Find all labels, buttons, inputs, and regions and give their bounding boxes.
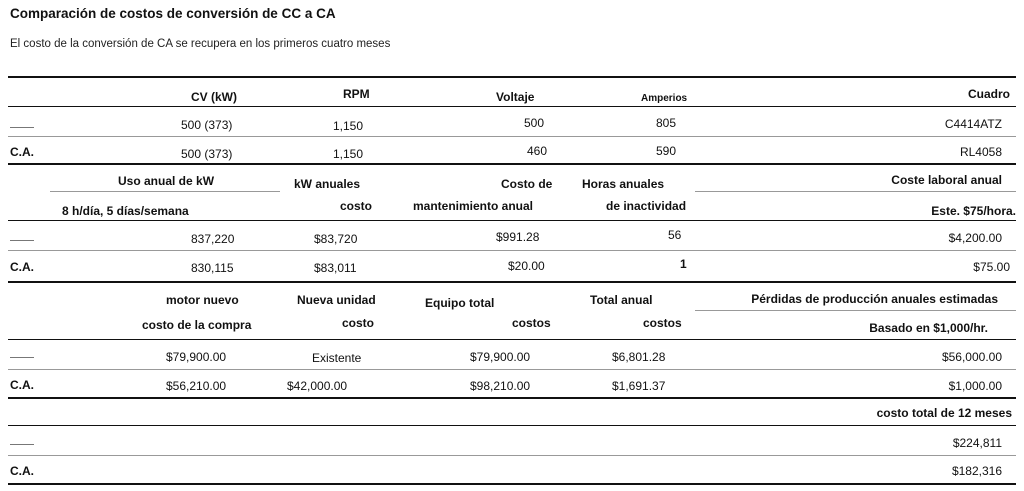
ac-amperios: 590 bbox=[656, 144, 677, 158]
ac-uso: 830,115 bbox=[191, 261, 234, 275]
sub-rule bbox=[50, 191, 280, 192]
header-motor-1: motor nuevo bbox=[166, 293, 239, 307]
header-total-12-months: costo total de 12 meses bbox=[876, 406, 1012, 420]
header-rule bbox=[8, 425, 1016, 426]
ac-loss: $1,000.00 bbox=[948, 379, 1002, 393]
header-total-1: Total anual bbox=[590, 293, 653, 307]
dc-kwcost: $83,720 bbox=[314, 232, 358, 246]
header-rule bbox=[8, 339, 1016, 340]
ac-motor: $56,210.00 bbox=[166, 379, 227, 393]
ac-kwcost: $83,011 bbox=[314, 261, 357, 275]
header-voltaje: Voltaje bbox=[496, 90, 535, 104]
dc-amperios: 805 bbox=[656, 116, 677, 130]
header-kwcost-2: costo bbox=[340, 199, 373, 213]
header-unit-2: costo bbox=[342, 316, 375, 330]
dc-unit: Existente bbox=[312, 351, 362, 365]
header-equip-1: Equipo total bbox=[425, 296, 495, 310]
row-dc-marker bbox=[10, 444, 34, 445]
header-maint-1: Costo de bbox=[501, 177, 553, 191]
section-rule bbox=[8, 281, 1016, 283]
dc-uso: 837,220 bbox=[191, 232, 235, 246]
row-dc-marker bbox=[10, 240, 34, 241]
table-top-rule bbox=[8, 76, 1016, 78]
dc-maint: $991.28 bbox=[496, 230, 540, 244]
row-ca-label: C.A. bbox=[10, 464, 34, 478]
dc-cuadro: C4414ATZ bbox=[944, 117, 1002, 131]
header-cv: CV (kW) bbox=[191, 90, 237, 104]
dc-down: 56 bbox=[668, 228, 682, 242]
page-subtitle: El costo de la conversión de CA se recupera en los primeros cuatro meses bbox=[10, 38, 391, 50]
header-maint-2: mantenimiento anual bbox=[413, 199, 534, 213]
page-title: Comparación de costos de conversión de CC a CA bbox=[10, 6, 336, 21]
row-rule bbox=[8, 369, 1016, 370]
header-rpm: RPM bbox=[343, 87, 370, 101]
ac-cv: 500 (373) bbox=[181, 147, 233, 161]
ac-down: 1 bbox=[680, 257, 687, 271]
ac-equip: $98,210.00 bbox=[470, 379, 531, 393]
dc-motor: $79,900.00 bbox=[166, 350, 227, 364]
dc-cv: 500 (373) bbox=[181, 118, 233, 132]
dc-total: $6,801.28 bbox=[612, 350, 666, 364]
row-rule bbox=[8, 136, 1016, 137]
header-loss-2: Basado en $1,000/hr. bbox=[869, 321, 988, 335]
dc-labor: $4,200.00 bbox=[948, 231, 1002, 245]
row-ca-label: C.A. bbox=[10, 260, 34, 274]
ac-total: $1,691.37 bbox=[612, 379, 666, 393]
header-cuadro: Cuadro bbox=[968, 87, 1010, 101]
row-rule bbox=[8, 455, 1016, 456]
header-labor-2: Este. $75/hora. bbox=[931, 204, 1016, 218]
row-rule bbox=[8, 250, 1016, 251]
ac-voltaje: 460 bbox=[527, 144, 548, 158]
row-ca-label: C.A. bbox=[10, 145, 34, 159]
dc-total-12-months: $224,811 bbox=[952, 436, 1002, 450]
header-uso: Uso anual de kW bbox=[118, 174, 215, 188]
header-unit-1: Nueva unidad bbox=[297, 293, 376, 307]
section-rule bbox=[8, 397, 1016, 399]
ac-labor: $75.00 bbox=[973, 260, 1010, 274]
header-down-1: Horas anuales bbox=[582, 177, 665, 191]
header-equip-2: costos bbox=[512, 316, 551, 330]
ac-unit: $42,000.00 bbox=[287, 379, 348, 393]
ac-maint: $20.00 bbox=[508, 259, 545, 273]
section-rule bbox=[8, 163, 1016, 165]
table-bottom-rule bbox=[8, 483, 1016, 485]
ac-rpm: 1,150 bbox=[333, 147, 364, 161]
row-ca-label: C.A. bbox=[10, 378, 34, 392]
header-labor-1: Coste laboral anual bbox=[891, 173, 1002, 187]
header-kwcost-1: kW anuales bbox=[294, 177, 361, 191]
header-loss-1: Pérdidas de producción anuales estimadas bbox=[751, 292, 998, 306]
sub-rule bbox=[695, 191, 1016, 192]
dc-loss: $56,000.00 bbox=[941, 350, 1002, 364]
header-amperios: Amperios bbox=[641, 93, 688, 104]
header-total-2: costos bbox=[643, 316, 682, 330]
row-dc-marker bbox=[10, 127, 34, 128]
header-motor-2: costo de la compra bbox=[142, 318, 252, 332]
dc-rpm: 1,150 bbox=[333, 119, 364, 133]
header-rule bbox=[8, 106, 1016, 107]
header-rule bbox=[8, 220, 1016, 221]
dc-voltaje: 500 bbox=[524, 116, 545, 130]
row-dc-marker bbox=[10, 357, 34, 358]
dc-equip: $79,900.00 bbox=[470, 350, 531, 364]
ac-total-12-months: $182,316 bbox=[951, 464, 1002, 478]
sub-rule bbox=[695, 310, 1016, 311]
header-down-2: de inactividad bbox=[606, 199, 687, 213]
ac-cuadro: RL4058 bbox=[959, 145, 1002, 159]
header-uso-2: 8 h/día, 5 días/semana bbox=[62, 204, 189, 218]
